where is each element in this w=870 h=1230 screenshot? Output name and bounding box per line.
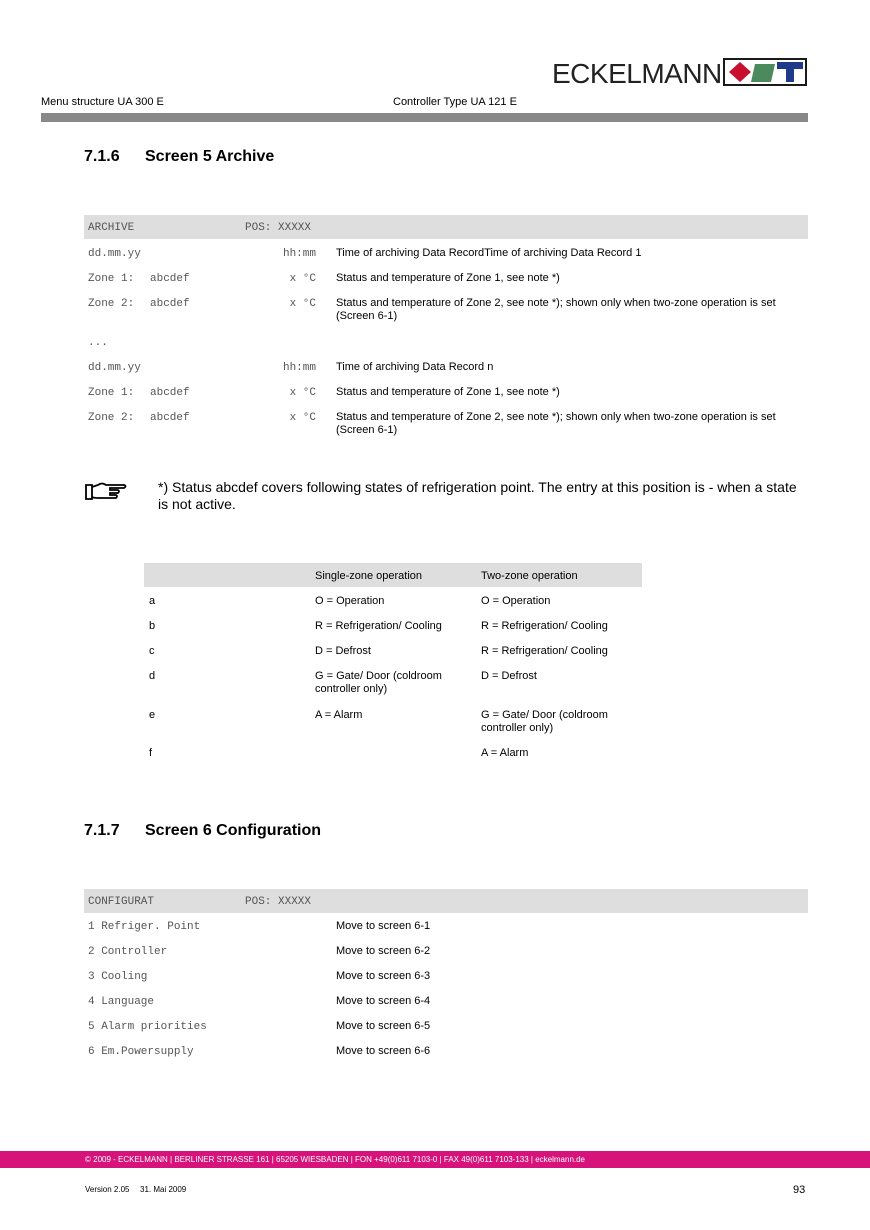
config-table-header xyxy=(84,889,808,913)
status-two-zone: A = Alarm xyxy=(481,747,529,759)
config-menu-description: Move to screen 6-3 xyxy=(336,970,431,982)
archive-row-label: Zone 1: xyxy=(88,273,135,285)
archive-row-label: Zone 1: xyxy=(88,387,135,399)
status-two-zone: R = Refrigeration/ Cooling xyxy=(481,645,608,657)
company-logo-icon xyxy=(723,58,807,86)
status-header-two: Two-zone operation xyxy=(481,570,578,582)
footer-version: Version 2.05 xyxy=(85,1185,130,1194)
status-two-zone: G = Gate/ Door (coldroom controller only) xyxy=(481,709,608,734)
archive-row-status: abcdef xyxy=(150,298,190,310)
status-single-zone: G = Gate/ Door (coldroom controller only) xyxy=(315,670,442,695)
config-menu-description: Move to screen 6-6 xyxy=(336,1045,431,1057)
status-note: *) Status abcdef covers following states of refrigeration point. The entry at this position is - when a state is not active. xyxy=(158,479,797,512)
archive-row-description: Time of archiving Data Record n xyxy=(336,361,494,373)
archive-header-label: ARCHIVE xyxy=(88,222,135,234)
pointing-hand-icon xyxy=(84,479,128,503)
config-menu-description: Move to screen 6-5 xyxy=(336,1020,431,1032)
archive-table-header xyxy=(84,215,808,239)
config-header-pos: POS: XXXXX xyxy=(245,896,312,908)
config-menu-description: Move to screen 6-2 xyxy=(336,945,431,957)
archive-row-value: hh:mm xyxy=(282,248,316,260)
status-code: d xyxy=(149,670,156,682)
config-menu-item[interactable]: 1 Refriger. Point xyxy=(88,921,201,933)
section-title-configuration: Screen 6 Configuration xyxy=(145,822,322,839)
archive-row-status: abcdef xyxy=(150,387,190,399)
header-rule xyxy=(41,113,808,122)
footer-address: © 2009 - ECKELMANN | BERLINER STRASSE 161 | 65205 WIESBADEN | FON +49(0)611 7103-0 | FAX 49(0)611 7103-133 | eckelmann.de xyxy=(85,1155,586,1164)
archive-row-description: Status and temperature of Zone 1, see note *) xyxy=(336,386,560,398)
header-doc-title: Menu structure UA 300 E xyxy=(41,96,164,108)
company-logo-text: ECKELMANN xyxy=(552,58,722,89)
section-number-716: 7.1.6 xyxy=(84,148,120,165)
status-single-zone: D = Defrost xyxy=(315,645,371,657)
config-header-label: CONFIGURAT xyxy=(88,896,155,908)
archive-row-label: dd.mm.yy xyxy=(88,362,141,374)
archive-row-label: Zone 2: xyxy=(88,298,135,310)
archive-row-label: Zone 2: xyxy=(88,412,135,424)
status-code: b xyxy=(149,620,156,632)
section-title-archive: Screen 5 Archive xyxy=(145,148,275,165)
status-single-zone: A = Alarm xyxy=(315,709,363,721)
config-menu-item[interactable]: 2 Controller xyxy=(88,946,168,958)
status-two-zone: D = Defrost xyxy=(481,670,537,682)
archive-row-description: Status and temperature of Zone 2, see note *); shown only when two-zone operation is set (Screen 6-1) xyxy=(336,297,776,322)
config-menu-item[interactable]: 4 Language xyxy=(88,996,155,1008)
status-code: e xyxy=(149,709,156,721)
archive-row-label: dd.mm.yy xyxy=(88,248,141,260)
status-two-zone: R = Refrigeration/ Cooling xyxy=(481,620,608,632)
archive-row-status: abcdef xyxy=(150,273,190,285)
archive-header-pos: POS: XXXXX xyxy=(245,222,312,234)
status-single-zone: O = Operation xyxy=(315,595,385,607)
archive-row-value: x °C xyxy=(289,412,316,424)
header-controller-type: Controller Type UA 121 E xyxy=(393,96,517,108)
archive-row-value: x °C xyxy=(289,387,316,399)
archive-row-description: Status and temperature of Zone 1, see note *) xyxy=(336,272,560,284)
archive-row-label: ... xyxy=(88,337,108,349)
archive-row-value: x °C xyxy=(289,298,316,310)
config-menu-item[interactable]: 5 Alarm priorities xyxy=(88,1021,207,1033)
status-two-zone: O = Operation xyxy=(481,595,551,607)
status-single-zone: R = Refrigeration/ Cooling xyxy=(315,620,442,632)
status-code: f xyxy=(149,747,153,759)
page-number: 93 xyxy=(793,1184,806,1196)
archive-row-value: hh:mm xyxy=(282,362,316,374)
status-code: c xyxy=(149,645,155,657)
config-menu-description: Move to screen 6-4 xyxy=(336,995,431,1007)
config-menu-description: Move to screen 6-1 xyxy=(336,920,431,932)
section-number-717: 7.1.7 xyxy=(84,822,120,839)
archive-row-status: abcdef xyxy=(150,412,190,424)
config-menu-item[interactable]: 3 Cooling xyxy=(88,971,148,983)
archive-row-value: x °C xyxy=(289,273,316,285)
config-menu-item[interactable]: 6 Em.Powersupply xyxy=(88,1046,194,1058)
archive-row-description: Status and temperature of Zone 2, see note *); shown only when two-zone operation is set (Screen 6-1) xyxy=(336,411,776,436)
status-code: a xyxy=(149,595,156,607)
footer-date: 31. Mai 2009 xyxy=(140,1185,187,1194)
status-header-single: Single-zone operation xyxy=(315,570,423,582)
archive-row-description: Time of archiving Data RecordTime of archiving Data Record 1 xyxy=(336,247,642,259)
